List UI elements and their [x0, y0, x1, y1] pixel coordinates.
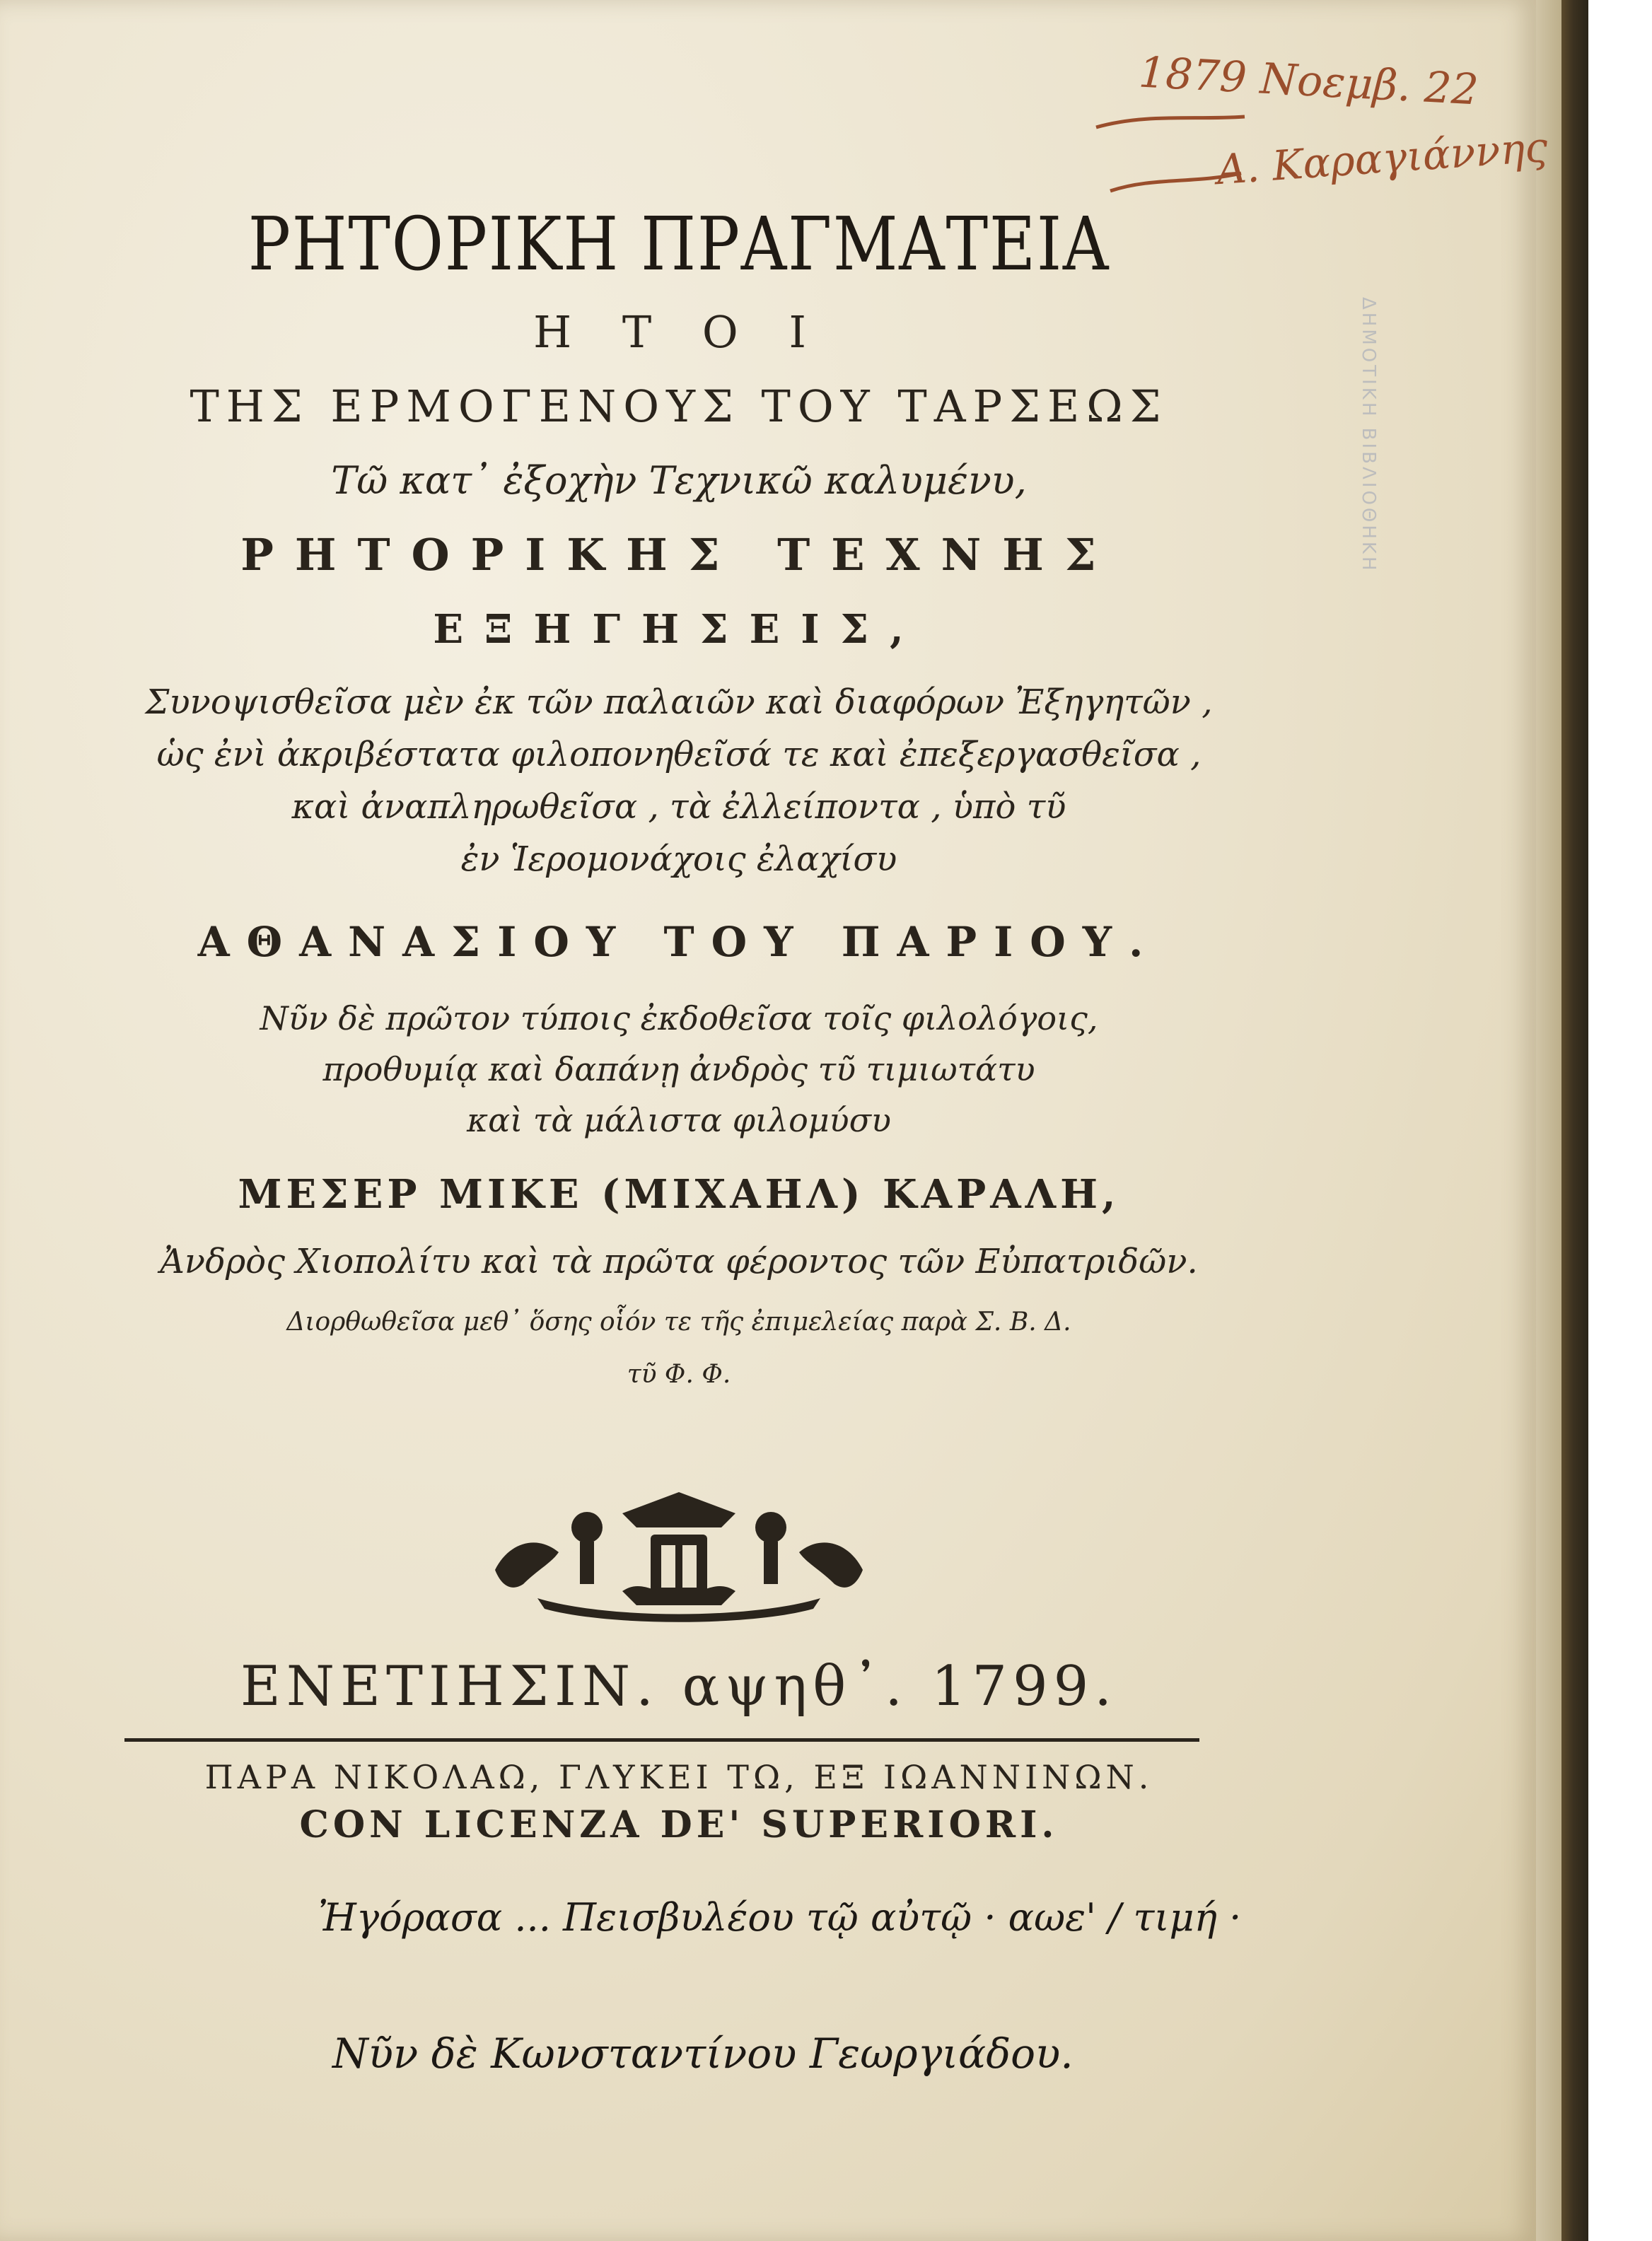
body-line: ἐν Ἱερομονάχοις ἐλαχίσυ [460, 839, 897, 879]
licenza-line: CON LICENZA DE' SUPERIORI. [299, 1803, 1059, 1846]
imprint-block [113, 1648, 1245, 1725]
body-line: ὡς ἐνὶ ἀκριβέστατα φιλοπονηθεῖσά τε καὶ ἐπεξεργασθεῖσα , [156, 735, 1202, 774]
title-exegeseis: ΕΞΗΓΗΣΕΙΣ, [433, 606, 925, 653]
handwritten-purchase-note: Ἠγόρασα ... Πεισβυλέου τῷ αὐτῷ · αωε' / τιμή · [318, 1895, 1242, 1940]
library-stamp: ΔΗΜΟΤΙΚΗ ΒΙΒΛΙΟΘΗΚΗ [1358, 297, 1379, 574]
publication-line: προθυμίᾳ καὶ δαπάνῃ ἀνδρὸς τῦ τιμιωτάτυ [322, 1050, 1035, 1088]
body-line: καὶ ἀναπληρωθεῖσα , τὰ ἐλλείποντα , ὑπὸ τῦ [291, 787, 1066, 827]
correction-line: Διορθωθεῖσα μεθ᾽ ὅσης οἷόν τε τῆς ἐπιμελείας παρὰ Σ. Β. Δ. [286, 1308, 1071, 1337]
correction-line: τῦ Φ. Φ. [627, 1360, 731, 1389]
printer-line: ΠΑΡΑ ΝΙΚΟΛΑΩ, ΓΛΥΚΕΙ ΤΩ, ΕΞ ΙΩΑΝΝΙΝΩΝ. [204, 1758, 1153, 1796]
author-name: ΑΘΑΝΑΣΙΟΥ ΤΟΥ ΠΑΡΙΟΥ. [197, 918, 1161, 966]
publication-line: καὶ τὰ μάλιστα φιλομύσυ [466, 1101, 892, 1139]
imprint-city-year: ΕΝΕΤΙΗΣΙΝ. αψηθ᾽. 1799. [240, 1655, 1118, 1718]
main-title: ΡΗΤΟΡΙΚΗ ΠΡΑΓΜΑΤΕΙΑ [248, 201, 1110, 287]
title-block [113, 191, 1245, 1395]
printer-block [113, 1754, 1245, 1850]
title-rhetorikes-technes: ΡΗΤΟΡΙΚΗΣ ΤΕΧΝΗΣ [240, 529, 1117, 581]
title-etoi: Η Τ Ο Ι [533, 306, 825, 358]
patron-name: ΜΕΣΕΡ ΜΙΚΕ (ΜΙΧΑΗΛ) ΚΑΡΑΛΗ, [238, 1171, 1120, 1218]
handwritten-owner-signature: Α. Καραγιάννης [1215, 122, 1549, 194]
patron-description: Ἀνδρὸς Χιοπολίτυ καὶ τὰ πρῶτα φέροντος τῶν Εὐπατριδῶν. [160, 1242, 1198, 1281]
book-cover [1561, 0, 1588, 2241]
publication-line: Νῦν δὲ πρῶτον τύποις ἐκδοθεῖσα τοῖς φιλολόγοις, [260, 999, 1098, 1037]
handwritten-owner-note: Νῦν δὲ Κωνσταντίνου Γεωργιάδου. [332, 2030, 1074, 2078]
body-line: Συνοψισθεῖσα μὲν ἐκ τῶν παλαιῶν καὶ διαφόρων Ἐξηγητῶν , [145, 682, 1213, 722]
handwritten-date: 1879 Νοεμβ. 22 [1137, 47, 1480, 115]
imprint-rule [124, 1738, 1199, 1742]
title-kat-exochen: Τῶ κατ᾽ ἐξοχὴν Τεχνικῶ καλυμένυ, [331, 458, 1027, 503]
title-hermogenes: ΤΗΣ ΕΡΜΟΓΕΝΟΥΣ ΤΟΥ ΤΑΡΣΕΩΣ [190, 380, 1168, 432]
printers-ornament [481, 1485, 877, 1626]
